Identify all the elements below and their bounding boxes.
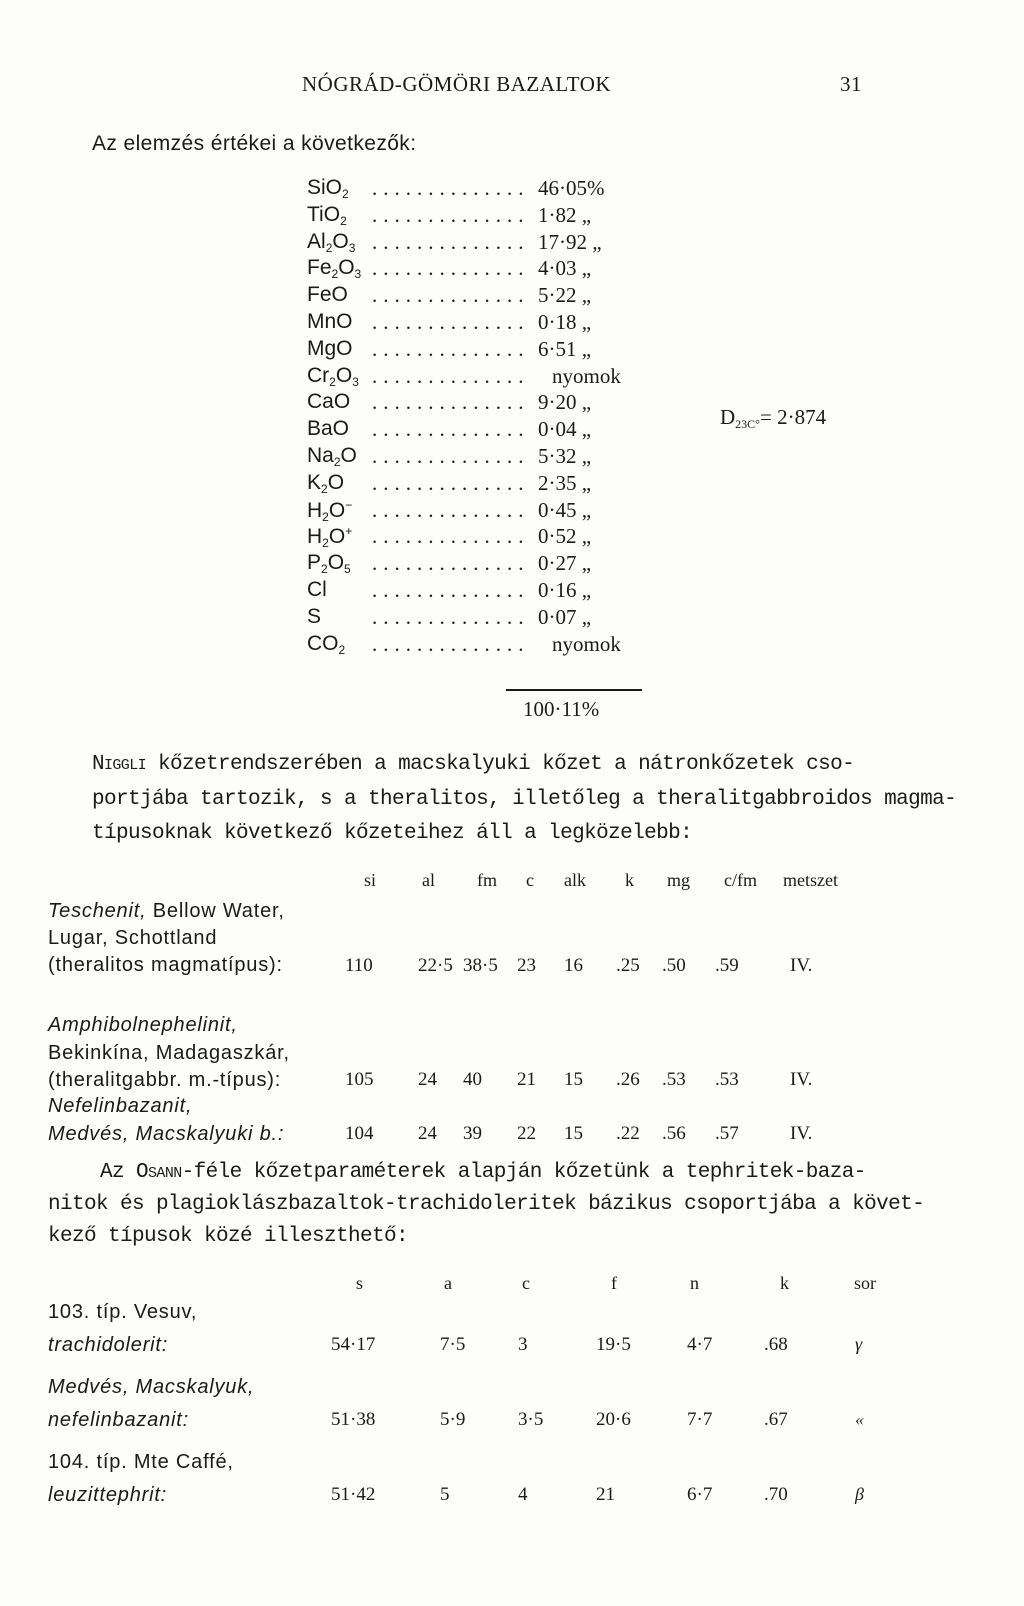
oxide-value: 5·22 „ <box>538 283 592 308</box>
osann-row-2-label-1: Medvés, Macskalyuk, <box>48 1376 255 1398</box>
niggli-cell: 24 <box>418 1069 437 1090</box>
niggli-row-1-label-2: Lugar, Schottland <box>48 927 218 949</box>
leader-dots: .............. <box>372 390 530 415</box>
niggli-cell: 15 <box>564 1123 583 1144</box>
niggli-cell: IV. <box>790 1123 813 1144</box>
leader-dots: .............. <box>372 256 530 281</box>
niggli-cell: .56 <box>662 1123 686 1144</box>
leader-dots: .............. <box>372 176 530 200</box>
osann-row-1-label-2: trachidolerit: <box>48 1334 169 1356</box>
osann-col-f: f <box>611 1273 617 1293</box>
oxide-formula: $Cr_2O_3$ <box>307 363 359 389</box>
osann-cell: 6·7 <box>687 1484 713 1505</box>
niggli-cell: IV. <box>790 955 813 976</box>
oxide-value: 17·92 „ <box>538 229 602 254</box>
analysis-row <box>0 310 700 336</box>
niggli-col-alk: alk <box>564 870 586 890</box>
osann-cell: 5·9 <box>440 1409 466 1430</box>
oxide-value: 46·05% <box>538 176 605 200</box>
osann-cell: .68 <box>764 1334 788 1355</box>
osann-cell: 3 <box>518 1334 528 1355</box>
leader-dots: .............. <box>372 229 530 254</box>
niggli-cell: 39 <box>463 1123 482 1144</box>
oxide-formula: $Na_2O$ <box>307 444 357 469</box>
leader-dots: .............. <box>372 336 530 361</box>
niggli-cell: 16 <box>564 955 583 976</box>
niggli-row-2-label-1: Amphibolnephelinit, <box>48 1014 238 1036</box>
osann-paragraph-line-2: nitok és plagioklászbazaltok-trachidoleritek bázikus csoportjába a követ- <box>48 1193 925 1216</box>
leader-dots: .............. <box>372 202 530 227</box>
oxide-formula: S <box>307 604 322 628</box>
osann-row-1-label-1: 103. típ. Vesuv, <box>48 1301 198 1323</box>
analysis-row <box>0 417 700 443</box>
niggli-paragraph-line-2: portjába tartozik, s a theralitos, illetőleg a theralitgabbroidos magma- <box>92 788 957 811</box>
analysis-row <box>0 203 700 229</box>
oxide-formula: CaO <box>307 390 351 414</box>
oxide-value: 0·04 „ <box>538 417 592 442</box>
osann-cell: 54·17 <box>331 1334 376 1355</box>
niggli-cell: IV. <box>790 1069 813 1090</box>
analysis-row <box>0 283 700 309</box>
osann-cell: 4·7 <box>687 1334 713 1355</box>
oxide-formula: MgO <box>307 336 353 360</box>
niggli-paragraph-line-3: típusoknak következő kőzeteihez áll a legközelebb: <box>92 822 693 845</box>
osann-cell: .70 <box>764 1484 788 1505</box>
osann-paragraph-line-1: Az Osann-féle kőzetparaméterek alapján kőzetünk a tephritek-baza- <box>100 1161 866 1184</box>
niggli-cell: .25 <box>616 955 640 976</box>
analysis-row <box>0 390 700 416</box>
niggli-row-1-label-1: Teschenit, Bellow Water, <box>48 900 285 922</box>
leader-dots: .............. <box>372 470 530 495</box>
osann-cell: .67 <box>764 1409 788 1430</box>
osann-series-mark: γ <box>855 1334 863 1354</box>
analysis-row <box>0 605 700 631</box>
oxide-value: 0·16 „ <box>538 578 592 602</box>
osann-col-s: s <box>356 1273 364 1293</box>
osann-series-mark: « <box>855 1409 864 1429</box>
osann-row-3-label-2: leuzittephrit: <box>48 1484 168 1506</box>
oxide-formula: $H_2O^-$ <box>307 497 353 524</box>
niggli-cell: .22 <box>616 1123 640 1144</box>
leader-dots: .............. <box>372 444 530 468</box>
osann-cell: 21 <box>596 1484 615 1505</box>
osann-author: Osann <box>136 1161 182 1184</box>
niggli-cell: 15 <box>564 1069 583 1090</box>
niggli-col-fm: fm <box>477 870 497 890</box>
niggli-cell: .50 <box>662 955 686 976</box>
oxide-value: 0·27 „ <box>538 551 592 576</box>
leader-dots: .............. <box>372 363 530 388</box>
niggli-cell: .57 <box>715 1123 739 1144</box>
oxide-formula: $CO_2$ <box>307 631 346 657</box>
niggli-cell: 104 <box>345 1123 374 1144</box>
niggli-row-2-label-2: Bekinkína, Madagaszkár, <box>48 1042 290 1064</box>
niggli-cell: 24 <box>418 1123 437 1144</box>
total-rule <box>506 689 642 691</box>
niggli-row-3-label-1: Nefelinbazanit, <box>48 1095 193 1117</box>
oxide-formula: TiO$_2$ <box>307 202 347 228</box>
oxide-value: 4·03 „ <box>538 256 592 281</box>
oxide-formula: FeO <box>307 283 348 307</box>
oxide-formula: $H_2O^+$ <box>307 524 353 551</box>
oxide-value: nyomok <box>552 631 621 656</box>
oxide-value: 0·45 „ <box>538 497 592 522</box>
oxide-value: 2·35 „ <box>538 470 592 495</box>
leader-dots: .............. <box>372 604 530 629</box>
oxide-value: 5·32 „ <box>538 444 592 468</box>
intro-line: Az elemzés értékei a következők: <box>92 132 417 155</box>
leader-dots: .............. <box>372 524 530 549</box>
oxide-formula: $Fe_2O_3$ <box>307 256 362 282</box>
leader-dots: .............. <box>372 631 530 656</box>
analysis-row <box>0 551 700 577</box>
oxide-value: 0·07 „ <box>538 604 592 629</box>
osann-col-a: a <box>444 1273 452 1293</box>
leader-dots: .............. <box>372 551 530 576</box>
osann-row-3-label-1: 104. típ. Mte Caffé, <box>48 1451 234 1473</box>
oxide-formula: $K_2O$ <box>307 470 345 496</box>
niggli-cell: 23 <box>517 955 536 976</box>
oxide-value: 1·82 „ <box>538 202 592 227</box>
osann-cell: 51·42 <box>331 1484 376 1505</box>
niggli-row-1-label-3: (theralitos magmatípus): <box>48 954 283 976</box>
osann-cell: 4 <box>518 1484 528 1505</box>
niggli-col-al: al <box>422 870 435 890</box>
oxide-formula: MnO <box>307 310 353 333</box>
oxide-value: 0·52 „ <box>538 524 592 549</box>
niggli-paragraph-line-1: Niggli kőzetrendszerében a macskalyuki kőzet a nátronkőzetek cso- <box>92 753 855 776</box>
osann-col-sor: sor <box>854 1273 876 1293</box>
oxide-formula: SiO$_2$ <box>307 176 349 201</box>
osann-cell: 19·5 <box>596 1334 631 1355</box>
leader-dots: .............. <box>372 417 530 442</box>
niggli-cell: 22 <box>517 1123 536 1144</box>
niggli-cell: .26 <box>616 1069 640 1090</box>
osann-col-c: c <box>522 1273 530 1293</box>
analysis-row <box>0 471 700 497</box>
osann-row-2-label-2: nefelinbazanit: <box>48 1409 189 1431</box>
osann-cell: 7·7 <box>687 1409 713 1430</box>
oxide-formula: $Al_2O_3$ <box>307 229 356 255</box>
analysis-row <box>0 524 700 550</box>
niggli-col-si: si <box>364 870 377 890</box>
niggli-cell: 40 <box>463 1069 482 1090</box>
niggli-col-k: k <box>625 870 634 890</box>
analysis-row <box>0 444 700 470</box>
osann-series-mark: β <box>855 1484 864 1504</box>
oxide-formula: BaO <box>307 417 350 441</box>
niggli-col-mg: mg <box>667 870 691 890</box>
analysis-row <box>0 632 700 658</box>
osann-paragraph-line-3: kező típusok közé illeszthető: <box>48 1225 409 1248</box>
niggli-row-2-label-3: (theralitgabbr. m.-típus): <box>48 1069 282 1091</box>
niggli-cell: 38·5 <box>463 955 498 976</box>
niggli-row-3-label-2: Medvés, Macskalyuki b.: <box>48 1123 285 1145</box>
niggli-cell: 110 <box>345 955 373 976</box>
osann-cell: 7·5 <box>440 1334 466 1355</box>
analysis-total: 100·11% <box>523 697 600 721</box>
analysis-row <box>0 176 700 202</box>
leader-dots: .............. <box>372 497 530 522</box>
leader-dots: .............. <box>372 283 530 308</box>
analysis-row <box>0 337 700 363</box>
analysis-row <box>0 578 700 604</box>
leader-dots: .............. <box>372 310 530 334</box>
osann-col-n: n <box>690 1273 699 1293</box>
oxide-value: 0·18 „ <box>538 310 592 334</box>
oxide-value: 9·20 „ <box>538 390 592 415</box>
oxide-formula: $P_2O_5$ <box>307 551 351 577</box>
niggli-cell: .53 <box>715 1069 739 1090</box>
oxide-value: 6·51 „ <box>538 336 592 361</box>
analysis-row <box>0 498 700 524</box>
osann-cell: 5 <box>440 1484 450 1505</box>
niggli-cell: 105 <box>345 1069 374 1090</box>
niggli-cell: .59 <box>715 955 739 976</box>
osann-cell: 3·5 <box>518 1409 544 1430</box>
osann-cell: 20·6 <box>596 1409 631 1430</box>
niggli-col-c: c <box>526 870 534 890</box>
osann-col-k: k <box>780 1273 789 1293</box>
niggli-col-cfm: c/fm <box>724 870 757 890</box>
density-value: $D_{23C^\circ}= 2\cdot 874$ <box>720 405 827 431</box>
oxide-value: nyomok <box>552 363 621 388</box>
analysis-row <box>0 256 700 282</box>
niggli-cell: .53 <box>662 1069 686 1090</box>
leader-dots: .............. <box>372 578 530 602</box>
analysis-row <box>0 364 700 390</box>
niggli-author: Niggli <box>92 753 147 776</box>
analysis-row <box>0 230 700 256</box>
niggli-cell: 21 <box>517 1069 536 1090</box>
niggli-col-metszet: metszet <box>783 870 838 890</box>
oxide-formula: Cl <box>307 578 327 601</box>
niggli-cell: 22·5 <box>418 955 453 976</box>
running-title: NÓGRÁD-GÖMÖRI BAZALTOK <box>302 72 612 96</box>
osann-cell: 51·38 <box>331 1409 376 1430</box>
page-number: 31 <box>840 72 862 96</box>
